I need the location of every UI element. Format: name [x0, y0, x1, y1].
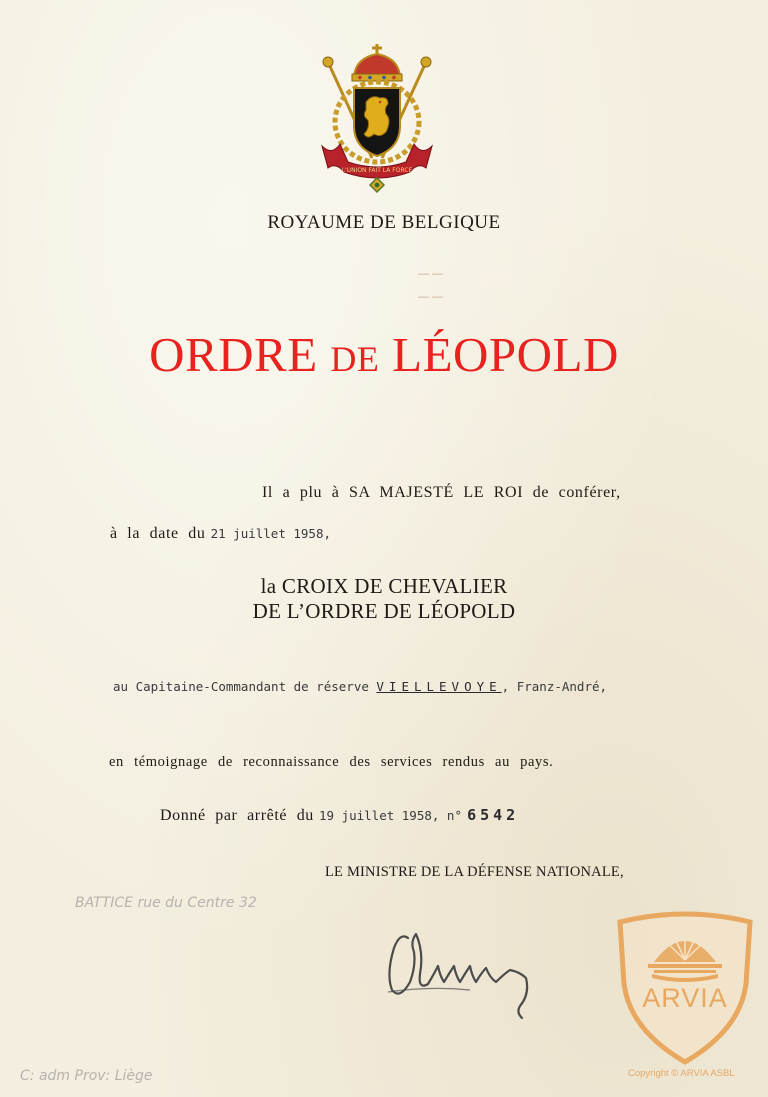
- dash-marks-2: — —: [418, 291, 444, 303]
- order-title: [0, 326, 768, 383]
- decree-prefix: Donné par arrêté du: [160, 807, 314, 824]
- order-title-word-3: LÉOPOLD: [392, 327, 619, 382]
- testimony-sentence: en témoignage de reconnaissance des services rendus au pays.: [109, 754, 554, 770]
- copyright-notice: Copyright © ARVIA ASBL: [628, 1068, 735, 1079]
- dash-marks: — —: [418, 268, 444, 280]
- minister-title: LE MINISTRE DE LA DÉFENSE NATIONALE,: [325, 864, 624, 880]
- recipient-given-name: , Franz-André,: [501, 679, 608, 694]
- kingdom-heading: ROYAUME DE BELGIQUE: [267, 212, 501, 233]
- arvia-brand-text: ARVIA: [642, 983, 728, 1013]
- pencil-note-province: C: adm Prov: Liège: [20, 1068, 153, 1084]
- recipient-line: [113, 679, 607, 694]
- belgian-coat-of-arms-icon: [314, 40, 440, 200]
- recipient-prefix: au Capitaine-Commandant de réserve: [113, 679, 369, 694]
- conferral-sentence: Il a plu à SA MAJESTÉ LE ROI de conférer,: [262, 484, 621, 501]
- decoration-name: [0, 574, 768, 624]
- decoration-line-1: la CROIX DE CHEVALIER: [260, 574, 508, 598]
- svg-text:L'UNION FAIT LA FORCE: L'UNION FAIT LA FORCE: [341, 167, 413, 174]
- pencil-note-address: BATTICE rue du Centre 32: [75, 895, 257, 911]
- date-prefix: à la date du: [110, 525, 206, 542]
- decree-date: 19 juillet 1958, n°: [319, 808, 462, 823]
- order-title-word-1: ORDRE: [149, 327, 318, 382]
- conferral-date-line: [110, 523, 331, 543]
- date-value: 21 juillet 1958,: [210, 526, 332, 541]
- order-title-word-2: DE: [330, 339, 380, 379]
- decree-line: [160, 805, 519, 825]
- signature-icon: [370, 912, 550, 1022]
- decoration-line-2: DE L’ORDRE DE LÉOPOLD: [252, 599, 516, 623]
- recipient-surname: VIELLEVOYE: [376, 679, 502, 694]
- decree-number: 6542: [467, 806, 520, 824]
